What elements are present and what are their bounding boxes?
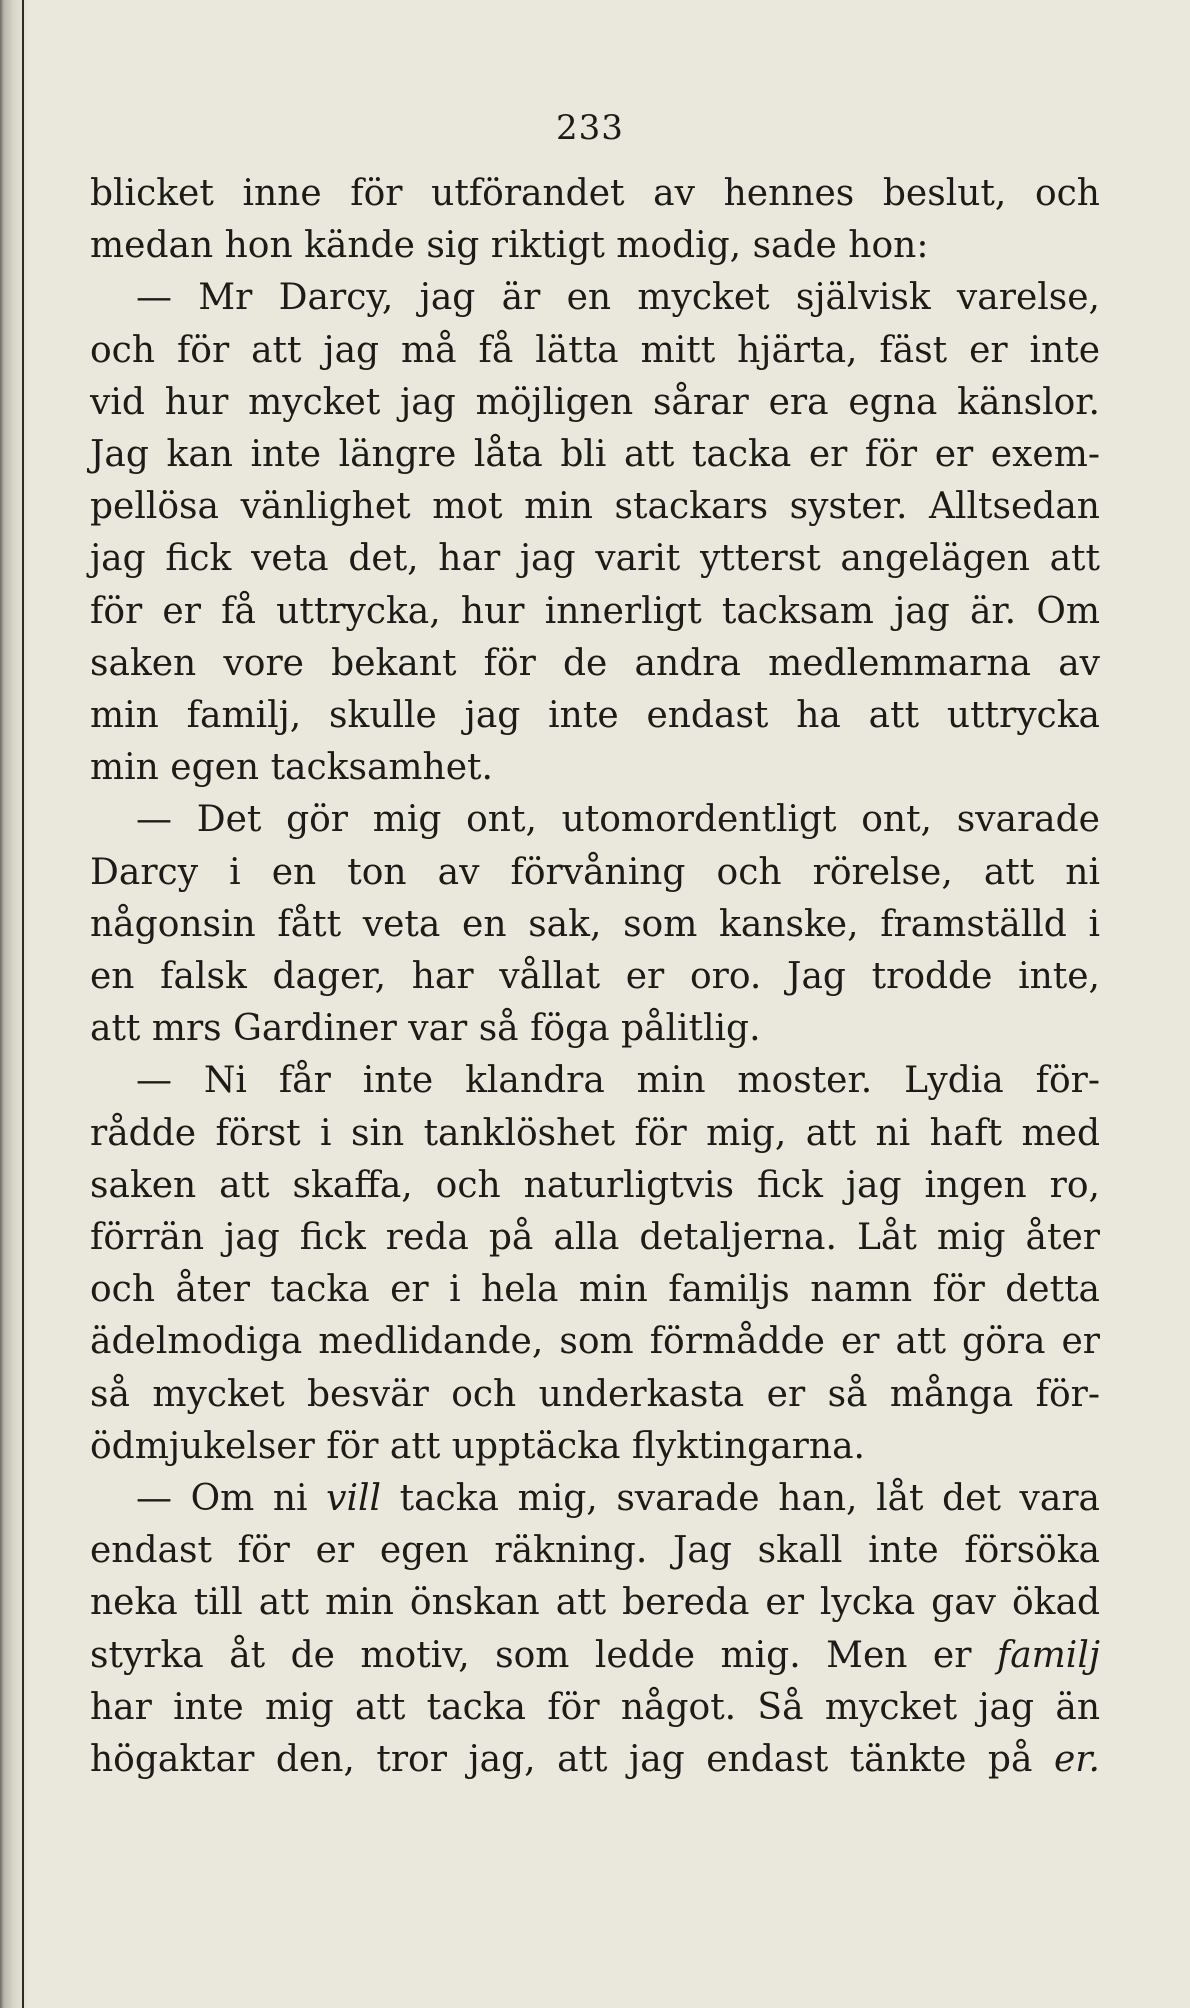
text-line: högaktar den, tror jag, att jag endast tänkte på er. [90, 1739, 1100, 1781]
text-line: pellösa vänlighet mot min stackars syster. Alltsedan [90, 486, 1100, 528]
text-line: jag fick veta det, har jag varit ytterst angelägen att [90, 538, 1100, 580]
text-line: — Mr Darcy, jag är en mycket självisk varelse, [136, 277, 1100, 319]
text-line: ädelmodiga medlidande, som förmådde er att göra er [90, 1321, 1100, 1363]
text-line: och för att jag må få lätta mitt hjärta, fäst er inte [90, 329, 1100, 371]
text-line: — Ni får inte klandra min moster. Lydia för- [136, 1060, 1100, 1102]
text-line: att mrs Gardiner var så föga pålitlig. [90, 1008, 761, 1050]
text-line: Darcy i en ton av förvåning och rörelse, att ni [90, 851, 1100, 893]
text-line: saken vore bekant för de andra medlemmarna av [90, 642, 1100, 684]
text-line: min egen tacksamhet. [90, 747, 493, 789]
text-line: förrän jag fick reda på alla detaljerna. Låt mig åter [90, 1217, 1100, 1259]
text-line: en falsk dager, har vållat er oro. Jag trodde inte, [90, 956, 1100, 998]
text-line: ödmjukelser för att upptäcka flyktingarna. [90, 1425, 865, 1467]
page-left-edge [0, 0, 30, 2008]
page-number: 233 [556, 108, 624, 148]
text-line: någonsin fått veta en sak, som kanske, framställd i [90, 903, 1100, 945]
text-line: Jag kan inte längre låta bli att tacka er för er exem- [90, 434, 1100, 476]
text-line: saken att skaffa, och naturligtvis fick jag ingen ro, [90, 1164, 1100, 1206]
text-line: — Det gör mig ont, utomordentligt ont, svarade [136, 799, 1100, 841]
body-text [90, 168, 1100, 1786]
text-line: för er få uttrycka, hur innerligt tacksam jag är. Om [90, 590, 1100, 632]
text-line: medan hon kände sig riktigt modig, sade hon: [90, 225, 929, 267]
text-line: har inte mig att tacka för något. Så mycket jag än [90, 1686, 1100, 1728]
text-line: så mycket besvär och underkasta er så många för- [90, 1373, 1100, 1415]
binding-line [22, 0, 24, 2008]
text-line: endast för er egen räkning. Jag skall inte försöka [90, 1530, 1100, 1572]
text-line: — Om ni vill tacka mig, svarade han, låt det vara [136, 1478, 1100, 1520]
text-line: och åter tacka er i hela min familjs namn för detta [90, 1269, 1100, 1311]
text-line: rådde först i sin tanklöshet för mig, att ni haft med [90, 1112, 1100, 1154]
text-line: styrka åt de motiv, som ledde mig. Men er familj [90, 1634, 1100, 1676]
text-line: vid hur mycket jag möjligen sårar era egna känslor. [90, 381, 1100, 423]
text-line: blicket inne för utförandet av hennes beslut, och [90, 173, 1100, 214]
text-line: min familj, skulle jag inte endast ha att uttrycka [90, 695, 1100, 737]
text-line: neka till att min önskan att bereda er lycka gav ökad [90, 1582, 1100, 1624]
